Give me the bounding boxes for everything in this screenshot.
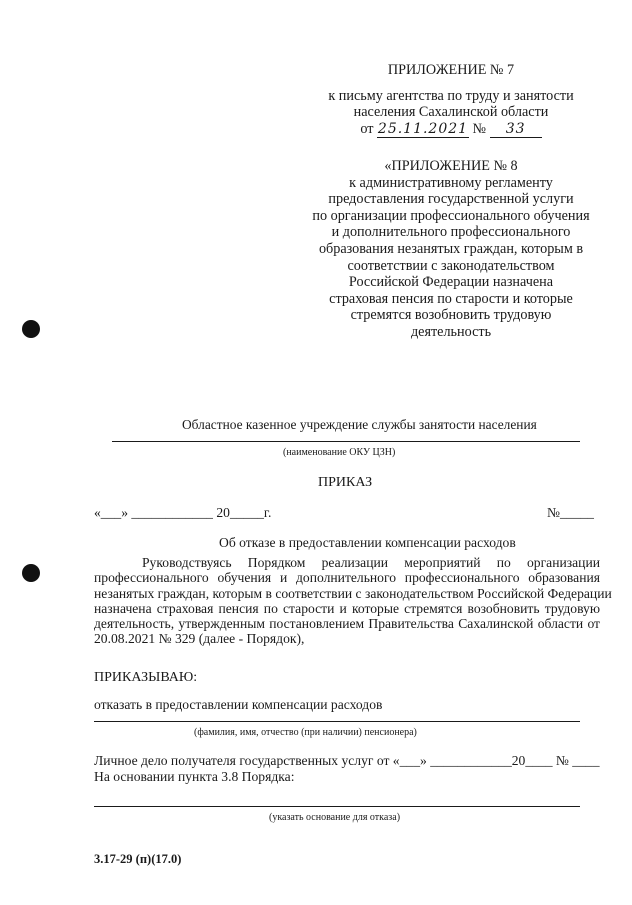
preamble-line: деятельность, утвержденным постановлением Правительства Сахалинской области от: [94, 616, 600, 632]
institution-underline: [112, 441, 580, 442]
basis-caption: (указать основание для отказа): [269, 812, 401, 823]
institution-name: Областное казенное учреждение службы занятости населения: [182, 417, 537, 432]
preamble-line: Руководствуясь Порядком реализации мероприятий по организации: [142, 555, 600, 570]
preamble-line: назначена страховая пенсия по старости и которые стремятся возобновить трудовую: [94, 600, 600, 616]
institution-caption: (наименование ОКУ ЦЗН): [283, 447, 396, 458]
punch-hole-top: [22, 320, 40, 338]
basis-line: На основании пункта 3.8 Порядка:: [94, 769, 295, 784]
attachment-8-line: соответствии с законодательством: [347, 257, 555, 274]
attachment-8-line: к административному регламенту: [349, 174, 553, 191]
attachment-8-line: страховая пенсия по старости и которые: [329, 290, 573, 307]
attachment-7-line-1: к письму агентства по труду и занятости: [328, 87, 574, 104]
preamble-line: 20.08.2021 № 329 (далее - Порядок),: [94, 631, 305, 647]
form-code: 3.17-29 (п)(17.0): [94, 852, 182, 866]
attachment-8-line: предоставления государственной услуги: [328, 191, 574, 208]
fio-underline: [94, 721, 580, 722]
number-prefix: №: [472, 120, 487, 137]
attachment-8-line: Российской Федерации назначена: [348, 274, 554, 291]
attachment-8-line: деятельность: [410, 323, 492, 340]
decree-heading: ПРИКАЗЫВАЮ:: [94, 670, 198, 685]
attachment-7-date-row: [290, 121, 612, 139]
order-title: ПРИКАЗ: [318, 475, 373, 490]
date-prefix: от: [360, 120, 374, 137]
attachment-8-line: по организации профессионального обучения: [312, 207, 590, 224]
preamble-paragraph: [94, 555, 612, 647]
punch-hole-bottom: [22, 564, 40, 582]
preamble-line: профессионального обучения и дополнительного профессионального образования: [94, 570, 600, 586]
attachment-7-title: ПРИЛОЖЕНИЕ № 7: [387, 62, 515, 78]
attachment-8-line: и дополнительного профессионального: [331, 224, 571, 241]
preamble-line: незанятых граждан, которым в соответствии с законодательством Российской Федерации: [94, 585, 612, 601]
personal-file-line: Личное дело получателя государственных услуг от «___» ____________20____ № ____: [94, 753, 600, 768]
attachment-8-title: «ПРИЛОЖЕНИЕ № 8: [384, 158, 518, 174]
decree-refuse-text: отказать в предоставлении компенсации расходов: [94, 697, 383, 712]
order-date-line: «___» ____________ 20_____г.: [94, 505, 272, 520]
attachment-8-line: стремятся возобновить трудовую: [350, 307, 552, 324]
attachment-7-header: [290, 62, 612, 138]
basis-underline: [94, 806, 580, 807]
attachment-7-line-2: населения Сахалинской области: [353, 104, 549, 121]
handwritten-number: 33: [490, 121, 542, 139]
handwritten-date: 25.11.2021: [377, 120, 469, 137]
attachment-8-header: [290, 158, 612, 341]
order-subject: Об отказе в предоставлении компенсации расходов: [219, 535, 516, 550]
order-number-line: №_____: [547, 505, 594, 520]
attachment-8-line: образования незанятых граждан, которым в: [318, 240, 584, 257]
fio-caption: (фамилия, имя, отчество (при наличии) пенсионера): [194, 727, 417, 738]
